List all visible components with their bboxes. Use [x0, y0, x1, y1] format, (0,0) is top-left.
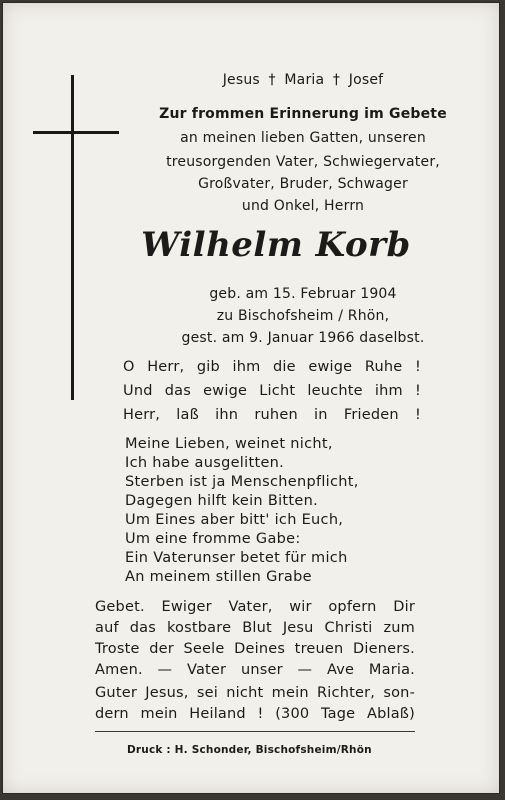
cross-icon-bar	[33, 131, 119, 134]
poem-line: Sterben ist ja Menschenpflicht,	[125, 474, 359, 490]
gebet-line: Troste der Seele Deines treuen Dieners.	[95, 641, 415, 657]
prayer-line: O Herr, gib ihm die ewige Ruhe !	[123, 359, 421, 375]
intro-line: treusorgenden Vater, Schwiegervater,	[166, 154, 440, 170]
bio-line: zu Bischofsheim / Rhön,	[216, 308, 390, 324]
poem-line: An meinem stillen Grabe	[125, 569, 312, 585]
closing-line: Guter Jesus, sei nicht mein Richter, son-	[95, 685, 415, 701]
holy-names: Jesus † Maria † Josef	[222, 72, 384, 88]
gebet-line: Gebet. Ewiger Vater, wir opfern Dir	[95, 599, 415, 615]
prayer-line: Und das ewige Licht leuchte ihm !	[123, 383, 421, 399]
poem-line: Dagegen hilft kein Bitten.	[125, 493, 318, 509]
gebet-line: auf das kostbare Blut Jesu Christi zum	[95, 620, 415, 636]
poem-line: Um eine fromme Gabe:	[125, 531, 301, 547]
poem-line: Um Eines aber bitt' ich Euch,	[125, 512, 344, 528]
intro-line: an meinen lieben Gatten, unseren	[180, 130, 426, 146]
poem-line: Ein Vaterunser betet für mich	[125, 550, 348, 566]
bio-line: gest. am 9. Januar 1966 daselbst.	[181, 330, 425, 346]
memorial-card	[2, 2, 500, 794]
closing-line: dern mein Heiland ! (300 Tage Ablaß)	[95, 706, 415, 722]
prayer-line: Herr, laß ihn ruhen in Frieden !	[123, 407, 421, 423]
poem-line: Meine Lieben, weinet nicht,	[125, 436, 333, 452]
gebet-line: Amen. — Vater unser — Ave Maria.	[95, 662, 415, 678]
poem-line: Ich habe ausgelitten.	[125, 455, 285, 471]
printer-credit: Druck : H. Schonder, Bischofsheim/Rhön	[127, 744, 372, 756]
divider	[95, 731, 415, 732]
intro-line: und Onkel, Herrn	[241, 198, 365, 214]
deceased-name: Wilhelm Korb	[141, 225, 411, 265]
intro-line: Großvater, Bruder, Schwager	[198, 176, 408, 192]
cross-icon	[71, 75, 74, 400]
intro-heading: Zur frommen Erinnerung im Gebete	[159, 106, 447, 122]
bio-line: geb. am 15. Februar 1904	[209, 286, 397, 302]
